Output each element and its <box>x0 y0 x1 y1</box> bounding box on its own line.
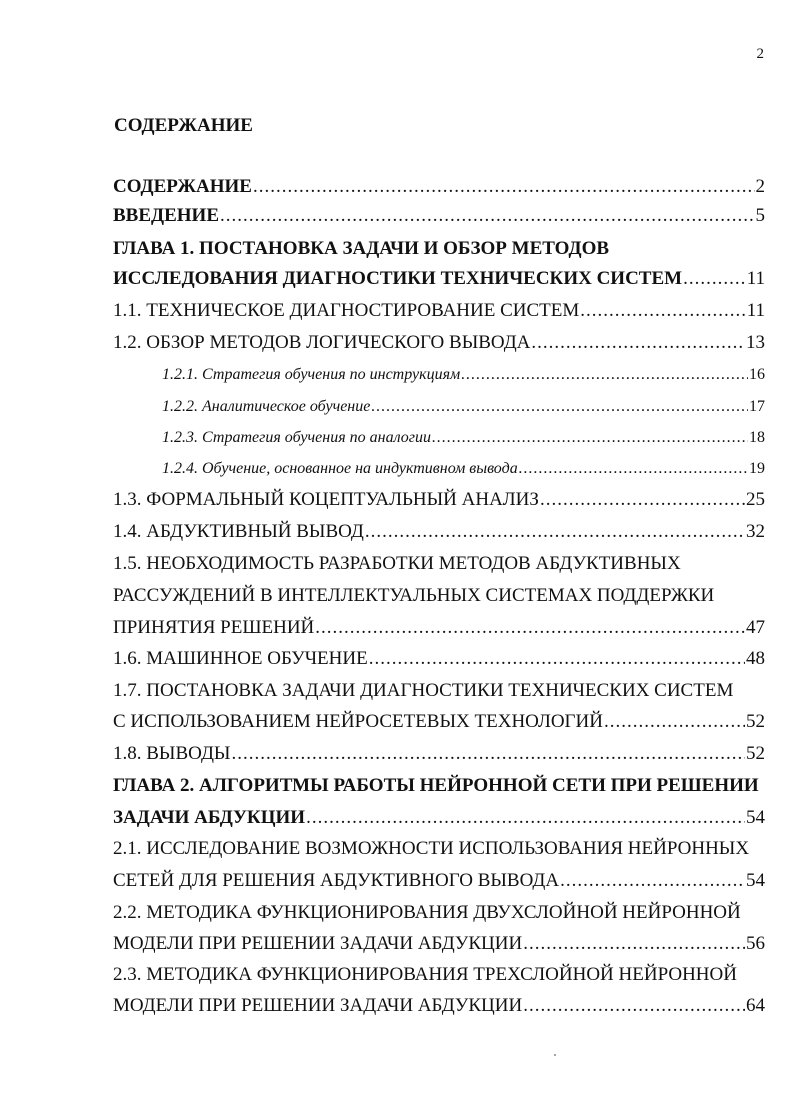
toc-entry-text: 1.4. АБДУКТИВНЫЙ ВЫВОД <box>113 521 364 542</box>
toc-entry-page: 18 <box>749 429 765 446</box>
toc-entry-text: 2.2. МЕТОДИКА ФУНКЦИОНИРОВАНИЯ ДВУХСЛОЙНОЙ НЕЙРОННОЙ <box>113 902 741 923</box>
toc-entry[interactable] <box>113 933 765 965</box>
dot-leader <box>580 300 745 322</box>
dot-leader <box>231 743 745 765</box>
dot-leader <box>371 398 748 416</box>
toc-subentry[interactable] <box>162 429 765 461</box>
toc-entry-page: 52 <box>746 711 765 732</box>
toc-entry[interactable] <box>113 838 749 870</box>
toc-entry-text: 1.2.1. Стратегия обучения по инструкциям <box>162 366 461 383</box>
toc-entry-page: 48 <box>746 648 765 669</box>
dot-leader <box>519 460 748 478</box>
toc-subentry[interactable] <box>162 398 765 430</box>
dot-leader <box>315 617 745 639</box>
toc-entry-text: ИССЛЕДОВАНИЯ ДИАГНОСТИКИ ТЕХНИЧЕСКИХ СИСТЕМ <box>113 268 683 289</box>
toc-entry-text: 1.2.2. Аналитическое обучение <box>162 398 371 415</box>
toc-entry[interactable] <box>113 238 609 270</box>
toc-entry-page: 11 <box>746 300 765 321</box>
toc-entry-text: 1.5. НЕОБХОДИМОСТЬ РАЗРАБОТКИ МЕТОДОВ АБДУКТИВНЫХ <box>113 553 681 574</box>
dot-leader <box>683 268 746 290</box>
dot-leader <box>306 807 745 829</box>
toc-entry-text: МОДЕЛИ ПРИ РЕШЕНИИ ЗАДАЧИ АБДУКЦИИ <box>113 933 523 954</box>
toc-entry[interactable] <box>113 648 765 680</box>
toc-entry-page: 56 <box>746 933 765 954</box>
toc-entry-text: РАССУЖДЕНИЙ В ИНТЕЛЛЕКТУАЛЬНЫХ СИСТЕМАХ ПОДДЕРЖКИ <box>113 585 715 606</box>
toc-entry-text: 1.2. ОБЗОР МЕТОДОВ ЛОГИЧЕСКОГО ВЫВОДА <box>113 332 531 353</box>
toc-entry-page: 32 <box>746 521 765 542</box>
toc-entry-page: 5 <box>755 205 765 226</box>
toc-entry[interactable] <box>113 176 765 208</box>
toc-entry-page: 54 <box>746 870 765 891</box>
toc-entry-page: 19 <box>749 460 765 477</box>
toc-entry-page: 17 <box>749 398 765 415</box>
toc-entry-text: ЗАДАЧИ АБДУКЦИИ <box>113 807 306 828</box>
toc-entry[interactable] <box>113 995 765 1027</box>
dot-leader <box>461 366 748 384</box>
dot-leader <box>220 205 755 227</box>
toc-entry-text: МОДЕЛИ ПРИ РЕШЕНИИ ЗАДАЧИ АБДУКЦИИ <box>113 995 523 1016</box>
toc-entry-text: 1.3. ФОРМАЛЬНЫЙ КОЦЕПТУАЛЬНЫЙ АНАЛИЗ <box>113 489 539 510</box>
toc-entry[interactable] <box>113 553 681 585</box>
toc-entry[interactable] <box>113 268 765 300</box>
toc-entry[interactable] <box>113 870 765 902</box>
toc-entry[interactable] <box>113 964 737 996</box>
toc-entry-text: 1.7. ПОСТАНОВКА ЗАДАЧИ ДИАГНОСТИКИ ТЕХНИЧЕСКИХ СИСТЕМ <box>113 680 734 701</box>
toc-subentry[interactable] <box>162 366 765 398</box>
toc-entry-page: 16 <box>749 366 765 383</box>
toc-entry[interactable] <box>113 205 765 237</box>
toc-entry[interactable] <box>113 680 733 712</box>
dot-leader <box>432 429 748 447</box>
dot-leader <box>253 176 755 198</box>
dot-leader <box>523 933 745 955</box>
toc-entry-page: 52 <box>746 743 765 764</box>
scan-speck <box>554 1054 556 1056</box>
toc-entry-page: 2 <box>755 176 765 197</box>
dot-leader <box>531 332 745 354</box>
toc-entry-text: 1.2.4. Обучение, основанное на индуктивном вывода <box>162 460 518 477</box>
toc-entry-page: 11 <box>746 268 765 289</box>
dot-leader <box>560 870 745 892</box>
toc-entry-text: 1.8. ВЫВОДЫ <box>113 743 231 764</box>
dot-leader <box>523 995 745 1017</box>
toc-entry[interactable] <box>113 743 765 775</box>
dot-leader <box>604 711 745 733</box>
toc-entry-text: 1.2.3. Стратегия обучения по аналогии <box>162 429 431 446</box>
dot-leader <box>540 489 745 511</box>
toc-subentry[interactable] <box>162 460 765 492</box>
dot-leader <box>369 648 745 670</box>
toc-entry-text: ГЛАВА 1. ПОСТАНОВКА ЗАДАЧИ И ОБЗОР МЕТОДОВ <box>113 238 610 259</box>
toc-entry-text: ГЛАВА 2. АЛГОРИТМЫ РАБОТЫ НЕЙРОННОЙ СЕТИ ПРИ РЕШЕНИИ <box>113 775 759 796</box>
toc-entry[interactable] <box>113 775 759 807</box>
toc-entry-text: 2.1. ИССЛЕДОВАНИЕ ВОЗМОЖНОСТИ ИСПОЛЬЗОВАНИЯ НЕЙРОННЫХ <box>113 838 750 859</box>
toc-entry[interactable] <box>113 332 765 364</box>
toc-entry-page: 47 <box>746 617 765 638</box>
toc-entry-text: СОДЕРЖАНИЕ <box>113 176 252 197</box>
toc-entry-text: 2.3. МЕТОДИКА ФУНКЦИОНИРОВАНИЯ ТРЕХСЛОЙНОЙ НЕЙРОННОЙ <box>113 964 737 985</box>
toc-entry[interactable] <box>113 585 714 617</box>
toc-entry-text: СЕТЕЙ ДЛЯ РЕШЕНИЯ АБДУКТИВНОГО ВЫВОДА <box>113 870 560 891</box>
toc-entry[interactable] <box>113 489 765 521</box>
toc-entry-text: ВВЕДЕНИЕ <box>113 205 219 226</box>
dot-leader <box>365 521 745 543</box>
toc-entry[interactable] <box>113 521 765 553</box>
toc-entry[interactable] <box>113 902 741 934</box>
toc-entry-text: ПРИНЯТИЯ РЕШЕНИЙ <box>113 617 315 638</box>
toc-entry-page: 64 <box>746 995 765 1016</box>
toc-entry-page: 13 <box>746 332 765 353</box>
toc-entry[interactable] <box>113 711 765 743</box>
toc-entry-text: 1.1. ТЕХНИЧЕСКОЕ ДИАГНОСТИРОВАНИЕ СИСТЕМ <box>113 300 580 321</box>
toc-entry[interactable] <box>113 807 765 839</box>
page-title: СОДЕРЖАНИЕ <box>114 115 253 136</box>
toc-entry-text: 1.6. МАШИННОЕ ОБУЧЕНИЕ <box>113 648 368 669</box>
toc-entry-page: 54 <box>746 807 765 828</box>
toc-entry-page: 25 <box>746 489 765 510</box>
toc-entry[interactable] <box>113 617 765 649</box>
toc-entry[interactable] <box>113 300 765 332</box>
page-number: 2 <box>756 46 764 62</box>
toc-entry-text: С ИСПОЛЬЗОВАНИЕМ НЕЙРОСЕТЕВЫХ ТЕХНОЛОГИЙ <box>113 711 603 732</box>
